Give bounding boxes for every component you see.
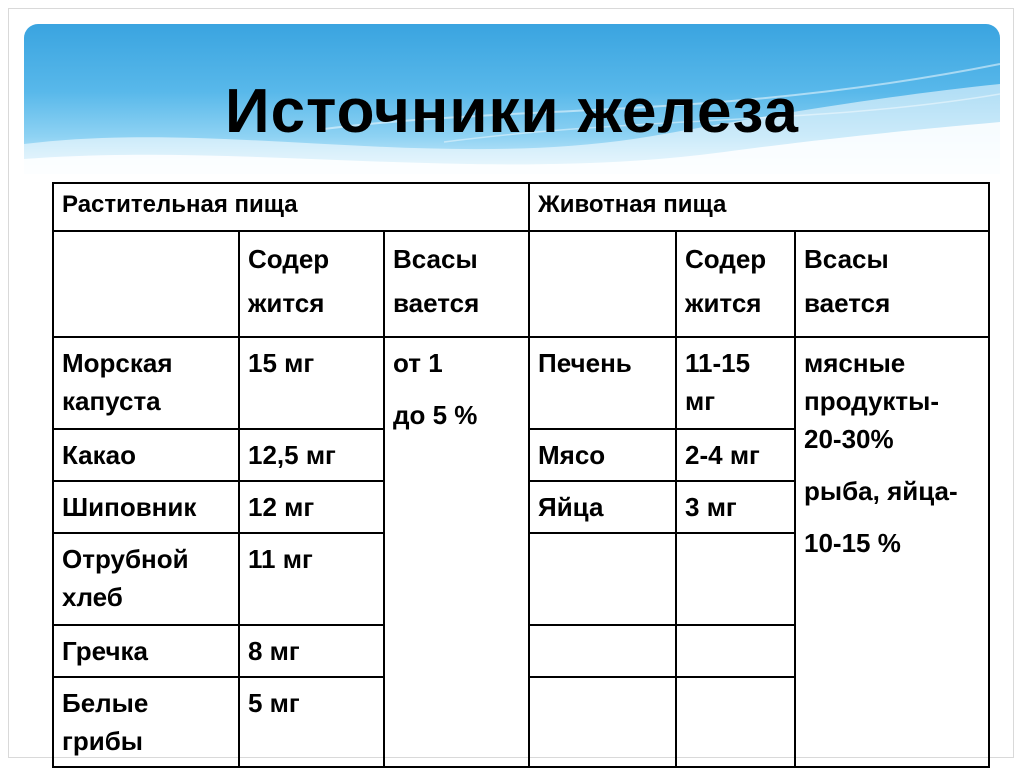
page-title: Источники железа: [225, 77, 799, 146]
animal-name-cell: Яйца: [529, 481, 676, 533]
empty-cell: [529, 533, 676, 625]
animal-amount-cell: 11-15 мг: [676, 337, 795, 429]
plant-name-cell: Какао: [53, 429, 239, 481]
plant-absorb-header: Всасы вается: [384, 231, 529, 337]
plant-food-header: Растительная пища: [53, 183, 529, 231]
plant-amount-cell: 11 мг: [239, 533, 384, 625]
plant-name-cell: Белые грибы: [53, 677, 239, 767]
animal-amount-cell: 3 мг: [676, 481, 795, 533]
plant-amount-cell: 12,5 мг: [239, 429, 384, 481]
plant-amount-cell: 15 мг: [239, 337, 384, 429]
animal-amount-cell: 2-4 мг: [676, 429, 795, 481]
plant-name-cell: Гречка: [53, 625, 239, 677]
iron-sources-table: [52, 182, 990, 768]
table-row: [53, 337, 989, 429]
plant-amount-cell: 8 мг: [239, 625, 384, 677]
animal-content-header: Содер жится: [676, 231, 795, 337]
animal-absorption-cell: мясные продукты- 20-30% рыба, яйца- 10-15 %: [795, 337, 989, 767]
animal-food-header: Животная пища: [529, 183, 989, 231]
plant-absorption-cell: от 1 до 5 %: [384, 337, 529, 767]
plant-content-header: Содер жится: [239, 231, 384, 337]
empty-cell: [676, 533, 795, 625]
plant-name-cell: Морская капуста: [53, 337, 239, 429]
empty-cell: [529, 231, 676, 337]
animal-name-cell: Печень: [529, 337, 676, 429]
empty-cell: [529, 677, 676, 767]
animal-name-cell: Мясо: [529, 429, 676, 481]
plant-name-cell: Шиповник: [53, 481, 239, 533]
plant-amount-cell: 5 мг: [239, 677, 384, 767]
empty-cell: [529, 625, 676, 677]
empty-cell: [676, 677, 795, 767]
table-header-row: [53, 183, 989, 231]
empty-cell: [676, 625, 795, 677]
animal-absorb-header: Всасы вается: [795, 231, 989, 337]
table-subheader-row: [53, 231, 989, 337]
plant-amount-cell: 12 мг: [239, 481, 384, 533]
empty-cell: [53, 231, 239, 337]
plant-name-cell: Отрубной хлеб: [53, 533, 239, 625]
